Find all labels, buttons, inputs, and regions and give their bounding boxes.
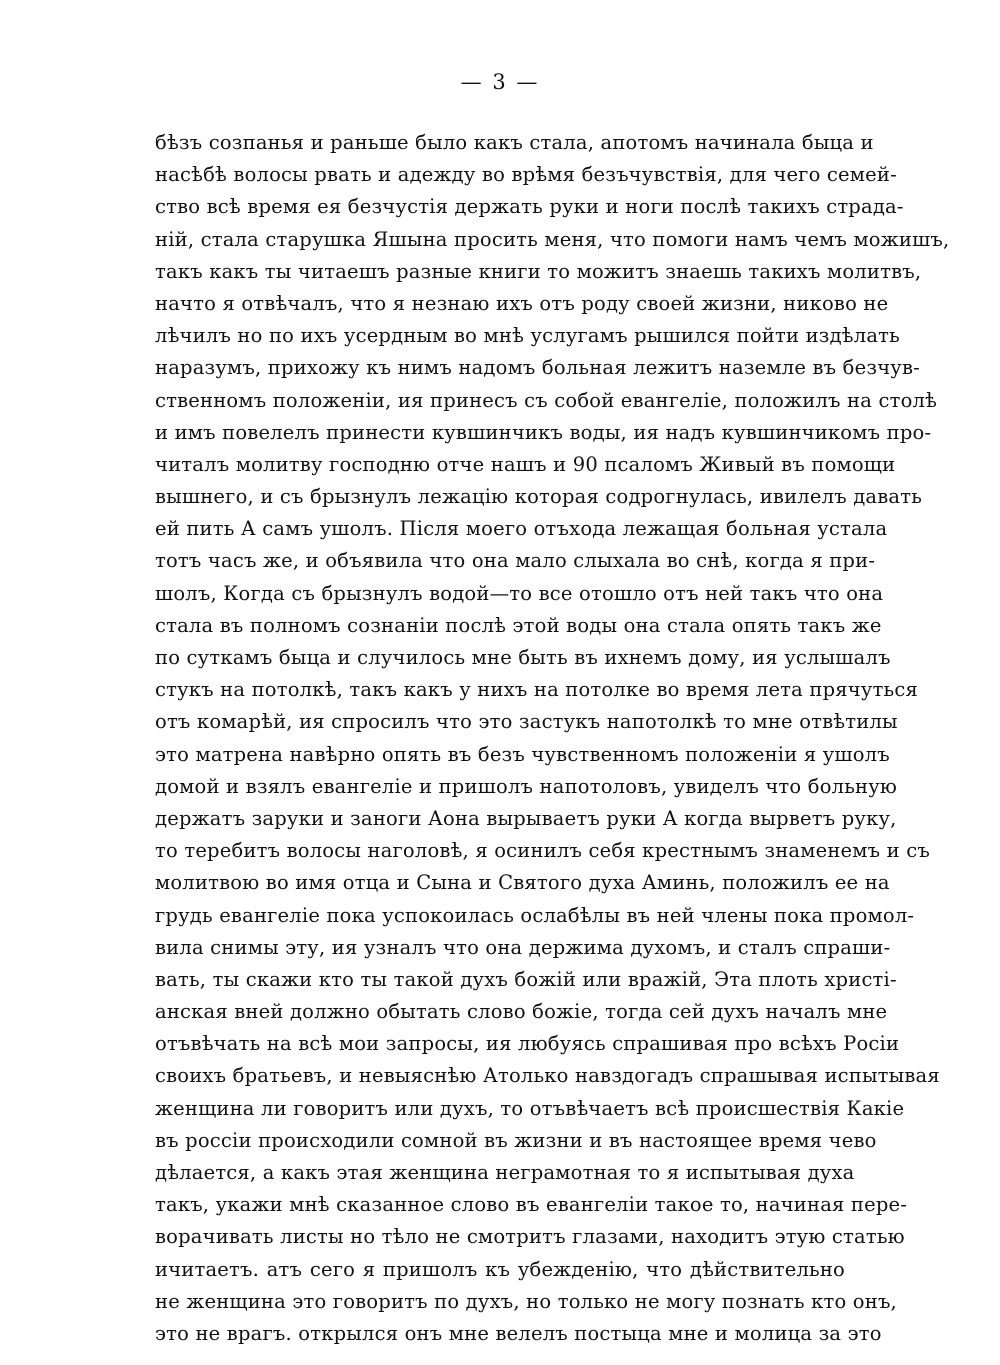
text-line: ичитаетъ. атъ сего я пришолъ къ убежденію, что дѣйствительно <box>155 1257 845 1281</box>
text-line: вышнего, и съ брызнулъ лежацію которая содрогнулась, ивилелъ давать <box>155 485 923 509</box>
text-line: женщина ли говоритъ или духъ, то отъвѣчаетъ всѣ происшествія Какіе <box>155 1096 905 1120</box>
page-number: — 3 — <box>460 70 540 94</box>
text-line: не женщина это говоритъ по духъ, но только не могу познать кто онъ, <box>155 1289 897 1313</box>
text-line: лѣчилъ но по ихъ усердным во мнѣ услугамъ рышился пойти издѣлать <box>155 324 900 348</box>
text-line: то теребитъ волосы наголовѣ, я осинилъ себя крестнымъ знаменемъ и съ <box>155 839 930 863</box>
text-line: это матрена навѣрно опять въ безъ чувственномъ положеніи я ушолъ <box>155 742 890 766</box>
text-line: своихъ братьевъ, и невыяснѣю Атолько навздогадъ спрашывая испытывая <box>155 1064 940 1088</box>
text-line: шолъ, Когда съ брызнулъ водой—то все отошло отъ ней такъ что она <box>155 581 884 605</box>
text-line: въ россіи происходили сомной въ жизни и въ настоящее время чево <box>155 1128 877 1152</box>
text-line: ворачивать листы но тѣло не смотритъ глазами, находитъ этую статью <box>155 1225 905 1249</box>
text-line: держатъ заруки и заноги Аона вырываетъ руки А когда вырветъ руку, <box>155 806 897 830</box>
text-line: ство всѣ время ея безчустія держать руки и ноги послѣ такихъ страда- <box>155 195 904 219</box>
text-line: такъ, укажи мнѣ сказанное слово въ евангеліи такое то, начиная пере- <box>155 1193 908 1217</box>
text-line: вать, ты скажи кто ты такой духъ божій или вражій, Эта плоть христі- <box>155 967 897 991</box>
text-line: стала въ полномъ сознаніи послѣ этой воды она стала опять такъ же <box>155 613 882 637</box>
text-line: читалъ молитву господню отче нашъ и 90 псаломъ Живый въ помощи <box>155 452 896 476</box>
text-line: вила снимы эту, ия узналъ что она держима духомъ, и сталъ спраши- <box>155 935 891 959</box>
text-line: грудь евангеліе пока успокоилась ослабѣлы въ ней члены пока промол- <box>155 903 915 927</box>
text-line: ній, стала старушка Яшына просить меня, что помоги намъ чемъ можишъ, <box>155 227 950 251</box>
text-line: такъ какъ ты читаешъ разные книги то можитъ знаешь такихъ молитвъ, <box>155 259 922 283</box>
text-line: анская вней должно обытать слово божіе, тогда сей духъ началъ мне <box>155 1000 888 1024</box>
text-line: дѣлается, а какъ этая женщина неграмотная то я испытывая духа <box>155 1161 855 1184</box>
text-line: молитвою во имя отца и Сына и Святого духа Аминь, положилъ ее на <box>155 871 890 895</box>
text-line: домой и взялъ евангеліе и пришолъ напотоловъ, увиделъ что больную <box>155 774 898 798</box>
text-line: это не врагъ. открылся онъ мне велелъ постыца мне и молица за это <box>155 1321 882 1345</box>
text-line: начто я отвѣчалъ, что я незнаю ихъ отъ роду своей жизни, никово не <box>155 291 889 315</box>
text-line: отъ комарѣй, ия спросилъ что это застукъ напотолкѣ то мне отвѣтилы <box>155 710 898 734</box>
body-text <box>155 127 950 1350</box>
text-line: бѣзъ созпанья и раньше было какъ стала, апотомъ начинала быца и <box>155 131 874 154</box>
text-line: по суткамъ быца и случилось мне быть въ ихнемъ дому, ия услышалъ <box>155 646 891 669</box>
text-line: и имъ повелелъ принести кувшинчикъ воды, ия надъ кувшинчикомъ про- <box>155 420 932 444</box>
text-line: ей пить А самъ ушолъ. Після моего отъхода лежащая больная устала <box>155 517 888 541</box>
text-line: ственномъ положеніи, ия принесъ съ собой евангеліе, положилъ на столѣ <box>155 388 938 412</box>
text-line: наразумъ, прихожу къ нимъ надомъ больная лежитъ наземле въ безчув- <box>155 356 920 380</box>
text-line: отъвѣчать на всѣ мои запросы, ия любуясь спрашивая про всѣхъ Росіи <box>155 1032 900 1056</box>
text-line: насѣбѣ волосы рвать и адежду во врѣмя безъчувствія, для чего семей- <box>155 163 897 187</box>
text-line: стукъ на потолкѣ, такъ какъ у нихъ на потолке во время лета прячуться <box>155 678 918 702</box>
text-line: тотъ часъ же, и объявила что она мало слыхала во снѣ, когда я при- <box>155 549 876 573</box>
